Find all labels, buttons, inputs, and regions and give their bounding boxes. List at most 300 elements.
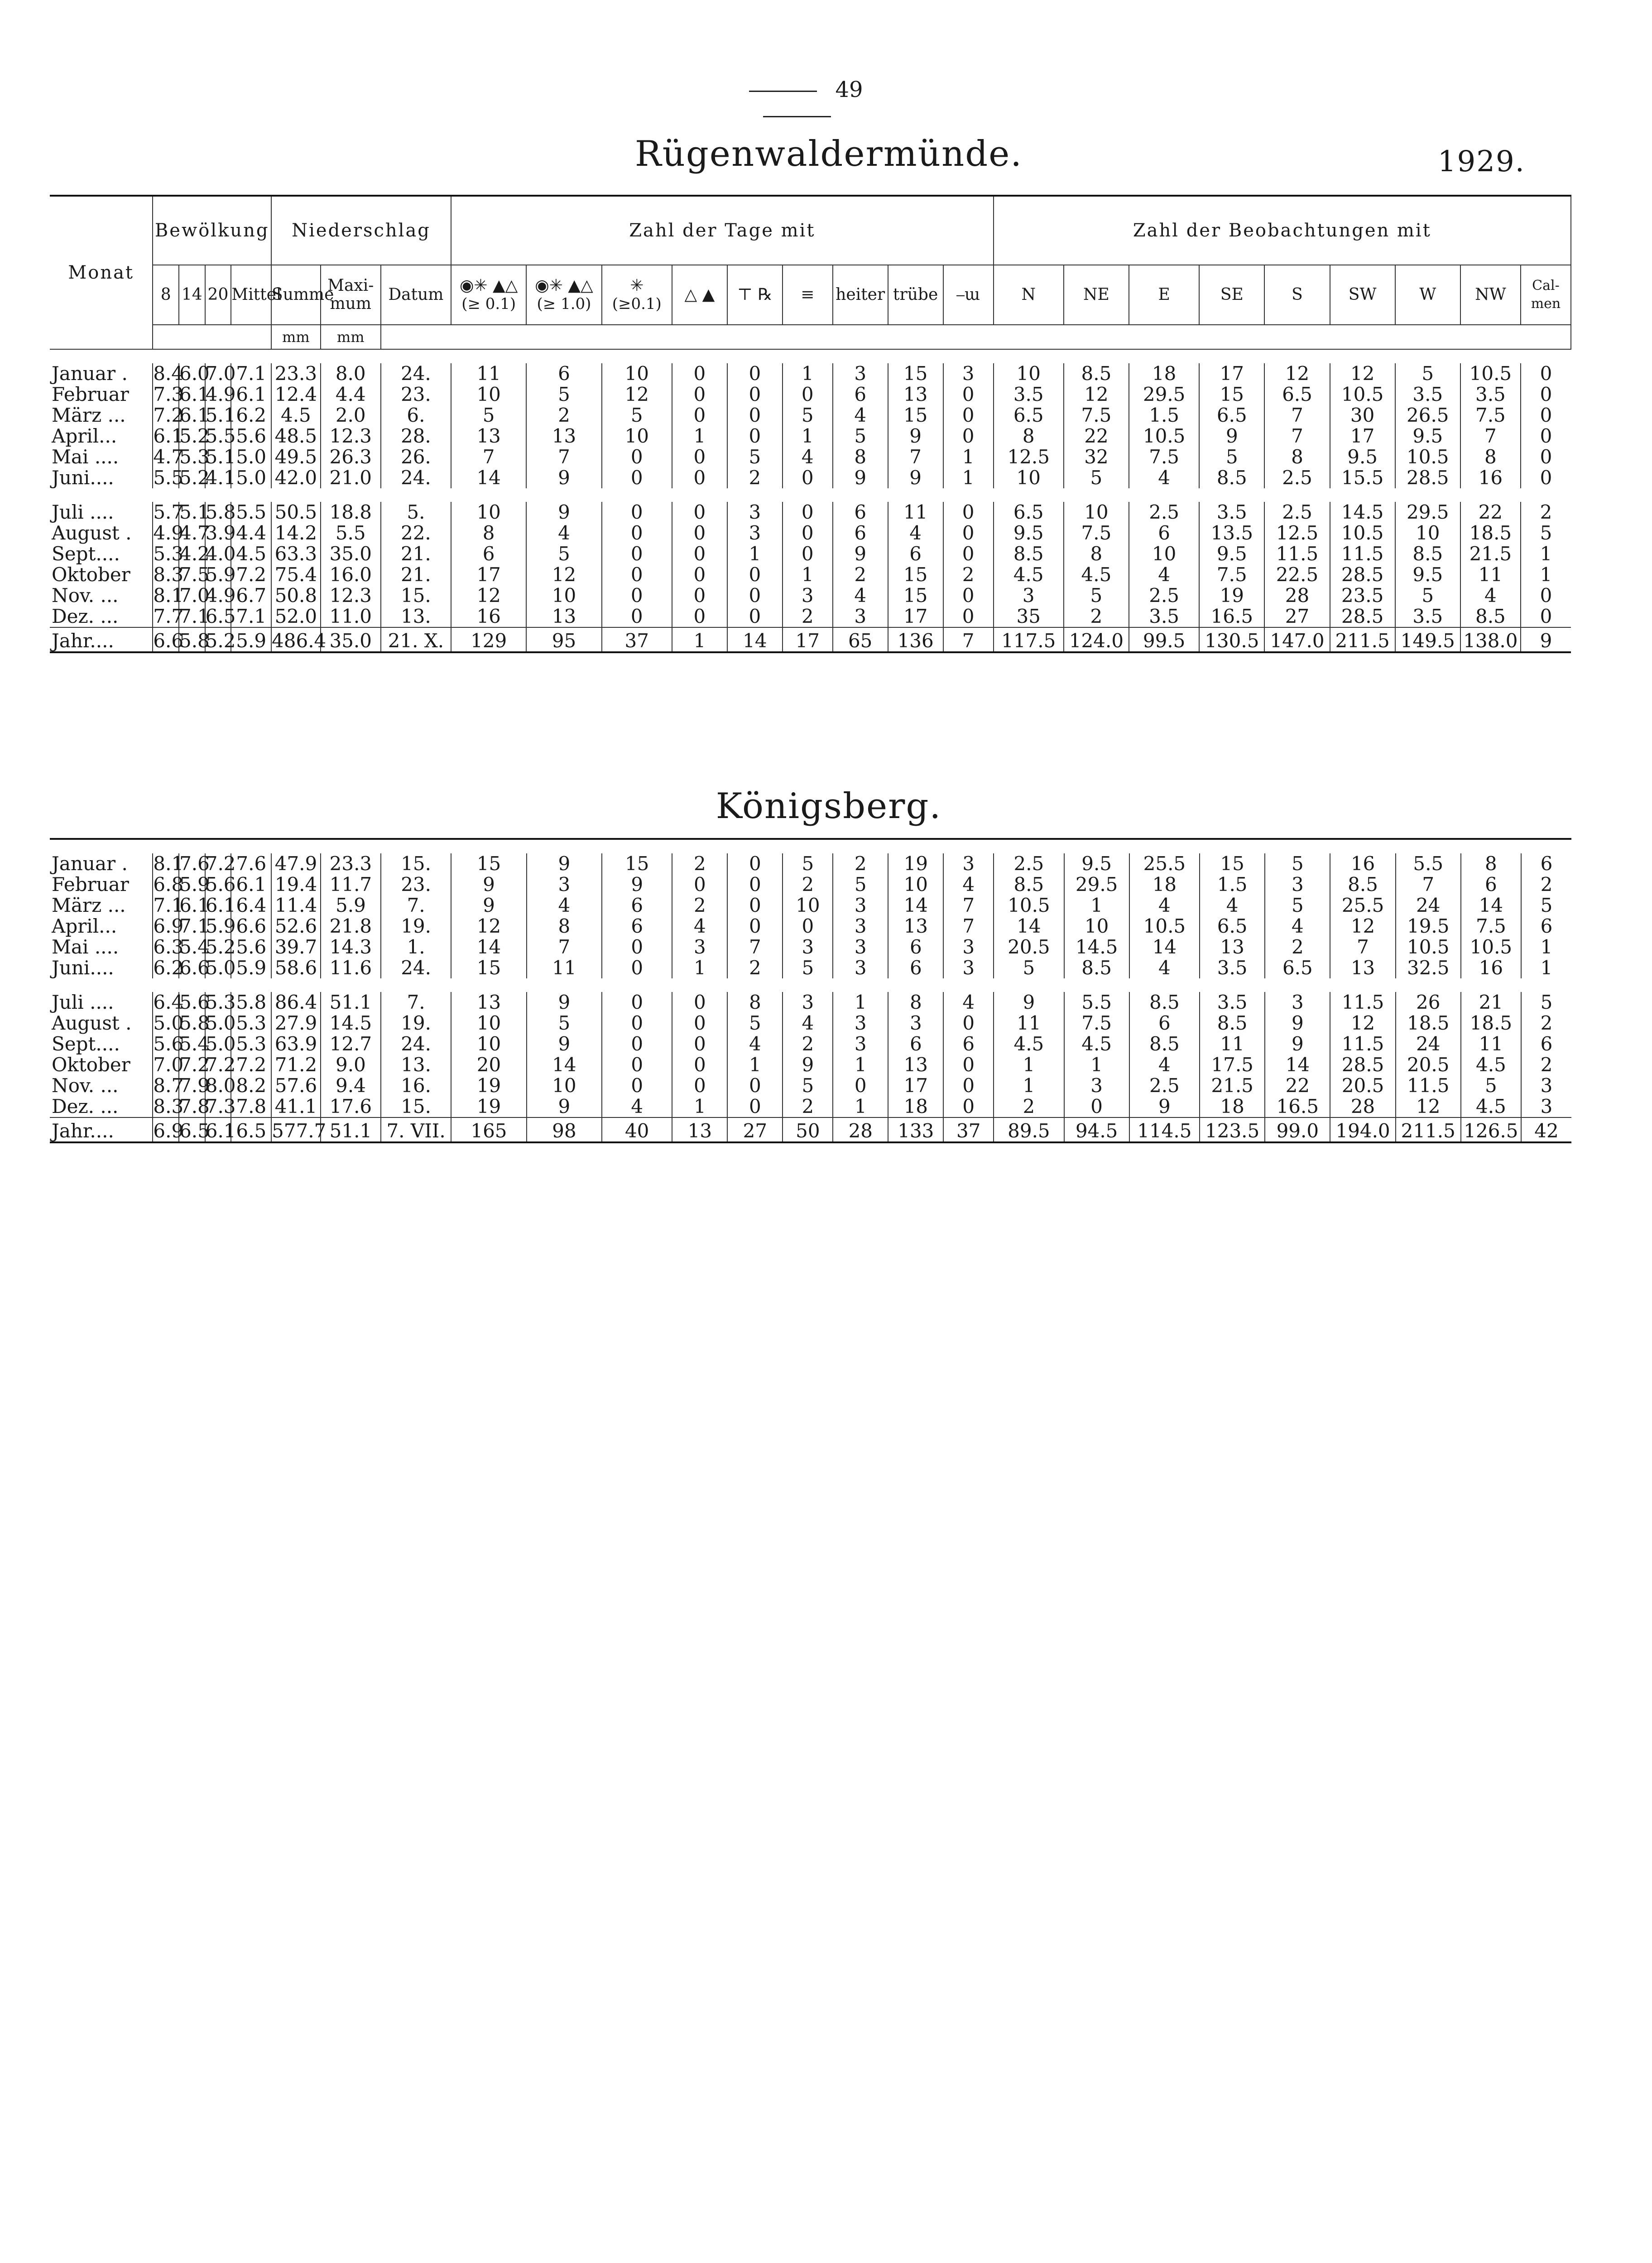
table-row bbox=[50, 467, 1571, 488]
table-cell: 4 bbox=[526, 523, 601, 544]
header-tage-niederschlag-10: ◉✳ ▲△ (≥ 1.0) bbox=[526, 265, 601, 325]
table-cell: 6.1 bbox=[179, 404, 210, 426]
table-cell: 5.0 bbox=[205, 957, 236, 979]
table-cell: 9 bbox=[602, 874, 672, 895]
table-cell: 5 bbox=[602, 405, 672, 426]
table-cell: 20 bbox=[451, 1054, 526, 1075]
table-cell: 4 bbox=[1200, 895, 1265, 916]
table-cell: 6.5 bbox=[1200, 916, 1265, 937]
table-cell: 5 bbox=[1461, 1075, 1521, 1096]
table-cell: 24. bbox=[381, 467, 451, 488]
table-cell: 0 bbox=[672, 992, 727, 1013]
table-cell: 17 bbox=[1330, 426, 1395, 447]
month-label: Sept.... bbox=[52, 1033, 120, 1055]
table-cell: 6.2 bbox=[153, 957, 184, 979]
table-cell: 11.7 bbox=[321, 874, 381, 895]
table-cell: 28 bbox=[1330, 1096, 1395, 1117]
table-cell: 15. bbox=[381, 1096, 451, 1117]
table-cell: 20.5 bbox=[1396, 1054, 1461, 1075]
table-cell: 14 bbox=[1461, 895, 1521, 916]
table-cell: 16. bbox=[381, 1075, 451, 1096]
table-cell: 5 bbox=[1064, 467, 1129, 488]
table-cell: 12.5 bbox=[1264, 523, 1330, 544]
table-cell: 15. bbox=[381, 585, 451, 606]
table-cell: 19.4 bbox=[271, 874, 321, 895]
table-cell: 0 bbox=[602, 1034, 672, 1054]
table-cell: 11.5 bbox=[1396, 1075, 1461, 1096]
table-cell: 1.5 bbox=[1200, 874, 1265, 895]
table-cell: 211.5 bbox=[1396, 1117, 1461, 1142]
table-cell: 27 bbox=[727, 1117, 783, 1142]
table-cell: 6 bbox=[833, 502, 888, 523]
table-cell: 47.9 bbox=[271, 853, 321, 874]
table-cell: 12.3 bbox=[321, 585, 381, 606]
month-label: März ... bbox=[52, 404, 126, 426]
table-cell: 1 bbox=[943, 447, 994, 467]
table-cell: 13 bbox=[888, 1054, 943, 1075]
table-cell: 9 bbox=[451, 895, 526, 916]
table-cell: 2 bbox=[1521, 1013, 1571, 1034]
table-row bbox=[50, 502, 1571, 523]
table-cell: 13 bbox=[1200, 937, 1265, 958]
table-cell: 8 bbox=[833, 447, 888, 467]
table-cell: 3 bbox=[833, 958, 888, 978]
table-cell: 3 bbox=[833, 363, 888, 384]
month-label: Februar bbox=[52, 383, 129, 405]
table-cell: 5.5 bbox=[321, 523, 381, 544]
table-cell: 3 bbox=[727, 523, 783, 544]
table-cell: 0 bbox=[1521, 363, 1571, 384]
table-cell: 10 bbox=[451, 384, 526, 405]
table-cell: 9 bbox=[451, 874, 526, 895]
table-cell: 19. bbox=[381, 1013, 451, 1034]
table-cell: 10 bbox=[451, 1013, 526, 1034]
unit-maximum: mm bbox=[321, 325, 381, 349]
table-cell: 9 bbox=[888, 426, 943, 447]
table-cell: 2 bbox=[1521, 1054, 1571, 1075]
table-cell: 0 bbox=[672, 606, 727, 627]
month-label: Mai .... bbox=[52, 936, 119, 958]
table-cell: 75.4 bbox=[271, 564, 321, 585]
table-cell: 12 bbox=[451, 585, 526, 606]
table-cell: 4.9 bbox=[153, 522, 184, 544]
month-label: Dez. ... bbox=[52, 605, 119, 627]
table-cell: 0 bbox=[943, 384, 994, 405]
table-cell: 10.5 bbox=[994, 895, 1064, 916]
table-cell: 7 bbox=[1396, 874, 1461, 895]
table-cell: 95 bbox=[526, 627, 601, 652]
table-cell: 10 bbox=[527, 1075, 602, 1096]
table-cell: 10 bbox=[451, 1034, 526, 1054]
table-cell: 9 bbox=[1199, 426, 1264, 447]
table-cell: 12.7 bbox=[321, 1034, 381, 1054]
table-row-total bbox=[50, 1117, 1571, 1142]
table-cell: 6.9 bbox=[153, 915, 184, 937]
table-cell: 6 bbox=[888, 1034, 943, 1054]
table-cell: 11.5 bbox=[1330, 544, 1395, 564]
table-cell: 21.8 bbox=[321, 916, 381, 937]
table-cell: 9 bbox=[833, 467, 888, 488]
table-cell: 15 bbox=[888, 564, 943, 585]
table-cell: 0 bbox=[602, 523, 672, 544]
table-cell: 9.0 bbox=[321, 1054, 381, 1075]
table-cell: 149.5 bbox=[1395, 627, 1460, 652]
table-cell: 2 bbox=[994, 1096, 1064, 1117]
table-cell: 4 bbox=[888, 523, 943, 544]
table-cell: 3 bbox=[1521, 1075, 1571, 1096]
table-cell: 17.5 bbox=[1200, 1054, 1265, 1075]
table-cell: 63.9 bbox=[271, 1034, 321, 1054]
table-cell: 4 bbox=[527, 895, 602, 916]
table-cell: 0 bbox=[602, 564, 672, 585]
table-cell: 0 bbox=[783, 384, 833, 405]
header-tage-truebe: trübe bbox=[888, 265, 943, 325]
station-title-ruegenwaldermuende: Rügenwaldermünde. bbox=[634, 134, 1023, 174]
table-cell: 5 bbox=[1265, 853, 1330, 874]
table-cell: 15 bbox=[451, 958, 526, 978]
table-cell: 10.5 bbox=[1330, 523, 1395, 544]
table-cell: 2.5 bbox=[1264, 467, 1330, 488]
table-cell: 11.6 bbox=[321, 958, 381, 978]
table-cell: 0 bbox=[672, 1054, 727, 1075]
table-cell: 4 bbox=[943, 874, 994, 895]
table-cell: 12 bbox=[602, 384, 672, 405]
table-cell: 136 bbox=[888, 627, 943, 652]
table-cell: 0 bbox=[602, 447, 672, 467]
header-bew-mittel: Mittel bbox=[231, 265, 271, 325]
table-cell: 8.7 bbox=[153, 1074, 184, 1097]
table-cell: 1 bbox=[672, 958, 727, 978]
table-cell: 8.1 bbox=[153, 852, 184, 875]
table-cell: 9 bbox=[833, 544, 888, 564]
table-cell: 6.5 bbox=[1264, 384, 1330, 405]
table-cell: 6 bbox=[1129, 523, 1199, 544]
table-cell: 124.0 bbox=[1064, 627, 1129, 652]
table-cell: 0 bbox=[602, 606, 672, 627]
table-cell: 0 bbox=[1521, 384, 1571, 405]
header-tage-hagel: △ ▲ bbox=[672, 265, 727, 325]
header-tage-schnee: ✳ (≥0.1) bbox=[602, 265, 672, 325]
table-cell: 123.5 bbox=[1200, 1117, 1265, 1142]
table-cell: 9 bbox=[994, 992, 1064, 1013]
table-cell: 5 bbox=[783, 958, 833, 978]
unit-spacer-bew bbox=[153, 325, 271, 349]
table-cell: 8.5 bbox=[1200, 1013, 1265, 1034]
table-cell: 11 bbox=[1200, 1034, 1265, 1054]
table-cell: 5.0 bbox=[153, 1012, 184, 1034]
table-cell: 9.5 bbox=[1330, 447, 1395, 467]
header-tage-niederschlag-01: ◉✳ ▲△ (≥ 0.1) bbox=[451, 265, 526, 325]
table-cell: 39.7 bbox=[271, 937, 321, 958]
table-cell: 22. bbox=[381, 523, 451, 544]
table-cell: 5.8 bbox=[231, 992, 271, 1013]
table-cell: 13.5 bbox=[1199, 523, 1264, 544]
table-cell: 9 bbox=[527, 1096, 602, 1117]
table-cell: 13 bbox=[451, 992, 526, 1013]
table-cell: 24 bbox=[1396, 895, 1461, 916]
table-cell: 86.4 bbox=[271, 992, 321, 1013]
table-cell: 2 bbox=[833, 564, 888, 585]
table-cell: 165 bbox=[451, 1117, 526, 1142]
table-cell: 9 bbox=[1265, 1034, 1330, 1054]
header-bewoelkung: Bewölkung bbox=[153, 196, 271, 265]
table-cell: 5 bbox=[833, 426, 888, 447]
table-cell: 28.5 bbox=[1330, 564, 1395, 585]
table-cell: 3 bbox=[783, 992, 833, 1013]
table-cell: 32 bbox=[1064, 447, 1129, 467]
table-cell: 7 bbox=[943, 627, 994, 652]
table-cell: 26. bbox=[381, 447, 451, 467]
table-cell: 9 bbox=[1265, 1013, 1330, 1034]
table-cell: 50 bbox=[783, 1117, 833, 1142]
table-cell: 6.3 bbox=[153, 936, 184, 958]
table-row bbox=[50, 1013, 1571, 1034]
table-cell: 5.6 bbox=[231, 937, 271, 958]
table-cell: 0 bbox=[727, 606, 783, 627]
row-spacer bbox=[50, 839, 1571, 853]
table-cell: 0 bbox=[672, 1013, 727, 1034]
table-cell: 0 bbox=[727, 405, 783, 426]
table-cell: 29.5 bbox=[1129, 384, 1199, 405]
header-nied-maximum: Maxi-mum bbox=[321, 265, 381, 325]
table-cell: 9 bbox=[527, 1034, 602, 1054]
table-cell: 5.7 bbox=[153, 501, 184, 523]
table-cell: 58.6 bbox=[271, 958, 321, 978]
table-cell: 5.9 bbox=[231, 627, 271, 652]
month-label: August . bbox=[52, 1012, 132, 1034]
table-cell: 16 bbox=[451, 606, 526, 627]
table-cell: 40 bbox=[602, 1117, 672, 1142]
header-beobachtungen: Zahl der Beobachtungen mit bbox=[994, 196, 1571, 265]
table-row bbox=[50, 1075, 1571, 1096]
table-cell: 6 bbox=[833, 523, 888, 544]
table-cell: 14 bbox=[1129, 937, 1200, 958]
table-cell: 9 bbox=[1129, 1096, 1200, 1117]
table-cell: 18 bbox=[1129, 874, 1200, 895]
table-cell: 5 bbox=[1064, 585, 1129, 606]
table-cell: 21. bbox=[381, 544, 451, 564]
table-cell: 0 bbox=[943, 405, 994, 426]
table-cell: 6.5 bbox=[1265, 958, 1330, 978]
table-cell: 16.0 bbox=[321, 564, 381, 585]
table-cell: 8.0 bbox=[321, 363, 381, 384]
table-cell: 4.5 bbox=[231, 544, 271, 564]
table-cell: 5 bbox=[1265, 895, 1330, 916]
row-spacer bbox=[50, 488, 1571, 502]
table-cell: 14 bbox=[727, 627, 783, 652]
table-cell: 15.5 bbox=[1330, 467, 1395, 488]
table-cell: 16.5 bbox=[1199, 606, 1264, 627]
table-cell: 4.4 bbox=[321, 384, 381, 405]
table-cell: 1 bbox=[1521, 958, 1571, 978]
table-cell: 14.5 bbox=[1064, 937, 1129, 958]
table-cell: 50.8 bbox=[271, 585, 321, 606]
table-cell: 71.2 bbox=[271, 1054, 321, 1075]
dash-right bbox=[763, 116, 831, 117]
table-cell: 5.8 bbox=[179, 627, 205, 652]
table-cell: 15 bbox=[888, 405, 943, 426]
table-cell: 6. bbox=[381, 405, 451, 426]
table-koenigsberg bbox=[50, 838, 1571, 1143]
table-cell: 0 bbox=[602, 585, 672, 606]
table-cell: 0 bbox=[783, 916, 833, 937]
table-cell: 10 bbox=[1129, 544, 1199, 564]
table-cell: 7.5 bbox=[1064, 405, 1129, 426]
table-cell: 130.5 bbox=[1199, 627, 1264, 652]
table-cell: 0 bbox=[1521, 405, 1571, 426]
table-cell: 24. bbox=[381, 1034, 451, 1054]
table-cell: 7.0 bbox=[205, 362, 236, 385]
table-cell: 17 bbox=[888, 606, 943, 627]
table-cell: 6 bbox=[888, 958, 943, 978]
month-label: Juni.... bbox=[52, 467, 114, 489]
table-cell: 6.5 bbox=[231, 1117, 271, 1142]
table-cell: 0 bbox=[602, 1054, 672, 1075]
table-cell: 3 bbox=[1521, 1096, 1571, 1117]
table-cell: 1 bbox=[727, 1054, 783, 1075]
table-cell: 42 bbox=[1521, 1117, 1571, 1142]
table-cell: 19 bbox=[1199, 585, 1264, 606]
table-cell: 6 bbox=[602, 895, 672, 916]
table-cell: 1 bbox=[994, 1054, 1064, 1075]
table-cell: 3.5 bbox=[1200, 992, 1265, 1013]
table-cell: 5.4 bbox=[179, 936, 210, 958]
table-cell: 7 bbox=[727, 937, 783, 958]
table-cell: 8.5 bbox=[994, 544, 1064, 564]
table-row bbox=[50, 585, 1571, 606]
table-row bbox=[50, 363, 1571, 384]
table-cell: 5 bbox=[1521, 895, 1571, 916]
table-cell: 18.5 bbox=[1461, 1013, 1521, 1034]
table-cell: 7.5 bbox=[1199, 564, 1264, 585]
table-cell: 4.4 bbox=[231, 523, 271, 544]
table-cell: 138.0 bbox=[1460, 627, 1521, 652]
table-cell: 19 bbox=[451, 1096, 526, 1117]
table-cell: 0 bbox=[783, 467, 833, 488]
table-cell: 26.5 bbox=[1395, 405, 1460, 426]
table-cell: 11 bbox=[994, 1013, 1064, 1034]
table-cell: 20.5 bbox=[994, 937, 1064, 958]
table-cell: 3 bbox=[943, 363, 994, 384]
header-beob-n: N bbox=[994, 265, 1064, 325]
header-beob-calmen: Cal-men bbox=[1521, 265, 1571, 325]
table-cell: 12 bbox=[526, 564, 601, 585]
table-cell: 7.1 bbox=[179, 915, 210, 937]
table-cell: 5.4 bbox=[179, 1033, 210, 1055]
table-cell: 17.6 bbox=[321, 1096, 381, 1117]
table-cell: 3 bbox=[672, 937, 727, 958]
table-cell: 2.5 bbox=[1129, 585, 1199, 606]
table-cell: 24. bbox=[381, 958, 451, 978]
table-cell: 4 bbox=[602, 1096, 672, 1117]
table-cell: 0 bbox=[672, 1075, 727, 1096]
table-cell: 5 bbox=[727, 447, 783, 467]
table-cell: 8.5 bbox=[1330, 874, 1395, 895]
table-cell: 10 bbox=[602, 426, 672, 447]
table-row bbox=[50, 895, 1571, 916]
table-cell: 5 bbox=[833, 874, 888, 895]
table-cell: 486.4 bbox=[271, 627, 321, 652]
table-cell: 16 bbox=[1461, 958, 1521, 978]
table-cell: 3 bbox=[888, 1013, 943, 1034]
table-cell: 0 bbox=[943, 523, 994, 544]
table-cell: 4.9 bbox=[205, 383, 236, 405]
table-cell: 5.5 bbox=[231, 502, 271, 523]
header-bew-20: 20 bbox=[205, 265, 231, 325]
table-cell: 28.5 bbox=[1395, 467, 1460, 488]
table-cell: 3 bbox=[1265, 874, 1330, 895]
table-cell: 7 bbox=[1460, 426, 1521, 447]
table-cell: 7.8 bbox=[179, 1095, 210, 1117]
table-cell: 6 bbox=[1521, 1034, 1571, 1054]
table-cell: 0 bbox=[943, 1013, 994, 1034]
table-cell: 3 bbox=[943, 958, 994, 978]
table-cell: 22.5 bbox=[1264, 564, 1330, 585]
table-cell: 2 bbox=[783, 874, 833, 895]
table-cell: 6.5 bbox=[994, 405, 1064, 426]
table-cell: 7.1 bbox=[179, 605, 210, 627]
table-cell: 23.5 bbox=[1330, 585, 1395, 606]
table-cell: 5.2 bbox=[179, 467, 210, 489]
table-row bbox=[50, 564, 1571, 585]
table-cell: 0 bbox=[727, 384, 783, 405]
table-cell: 12 bbox=[451, 916, 526, 937]
table-cell: 14.5 bbox=[1330, 502, 1395, 523]
table-ruegenwaldermuende bbox=[50, 195, 1571, 653]
table-cell: 3 bbox=[994, 585, 1064, 606]
table-cell: 6.6 bbox=[179, 957, 210, 979]
table-cell: 2 bbox=[727, 958, 783, 978]
table-cell: 28.5 bbox=[1330, 1054, 1395, 1075]
table-cell: 3 bbox=[783, 585, 833, 606]
table-cell: 3 bbox=[727, 502, 783, 523]
table-cell: 0 bbox=[727, 895, 783, 916]
table-cell: 7. bbox=[381, 992, 451, 1013]
table-cell: 10 bbox=[1395, 523, 1460, 544]
table-cell: 23.3 bbox=[271, 363, 321, 384]
table-cell: 4 bbox=[1129, 564, 1199, 585]
header-monat: Monat bbox=[50, 196, 153, 349]
month-label: Februar bbox=[52, 873, 129, 896]
month-label: April... bbox=[52, 425, 117, 447]
table-cell: 7.3 bbox=[205, 1095, 236, 1117]
table-cell: 3 bbox=[943, 853, 994, 874]
table-row bbox=[50, 916, 1571, 937]
table-cell: 0 bbox=[672, 363, 727, 384]
header-beob-w: W bbox=[1395, 265, 1460, 325]
table-cell: 27 bbox=[1264, 606, 1330, 627]
table-cell: 12 bbox=[1330, 1013, 1395, 1034]
table-cell: 18 bbox=[1200, 1096, 1265, 1117]
month-label: Mai .... bbox=[52, 446, 119, 468]
table-cell: 9 bbox=[1521, 627, 1571, 652]
table-cell: 0 bbox=[727, 916, 783, 937]
table-cell: 0 bbox=[943, 426, 994, 447]
table-cell: 7 bbox=[1264, 405, 1330, 426]
table-cell: 6 bbox=[1461, 874, 1521, 895]
table-cell: 2 bbox=[943, 564, 994, 585]
table-cell: 11 bbox=[1461, 1034, 1521, 1054]
table-cell: 7.5 bbox=[1064, 1013, 1129, 1034]
table-cell: 9 bbox=[527, 853, 602, 874]
table-cell: 3 bbox=[833, 606, 888, 627]
station-title-koenigsberg: Königsberg. bbox=[716, 786, 942, 827]
table-cell: 12 bbox=[1330, 916, 1395, 937]
table-cell: 0 bbox=[602, 467, 672, 488]
table-cell: 4.2 bbox=[179, 543, 210, 565]
table-cell: 8.5 bbox=[1395, 544, 1460, 564]
table-cell: 9 bbox=[888, 467, 943, 488]
